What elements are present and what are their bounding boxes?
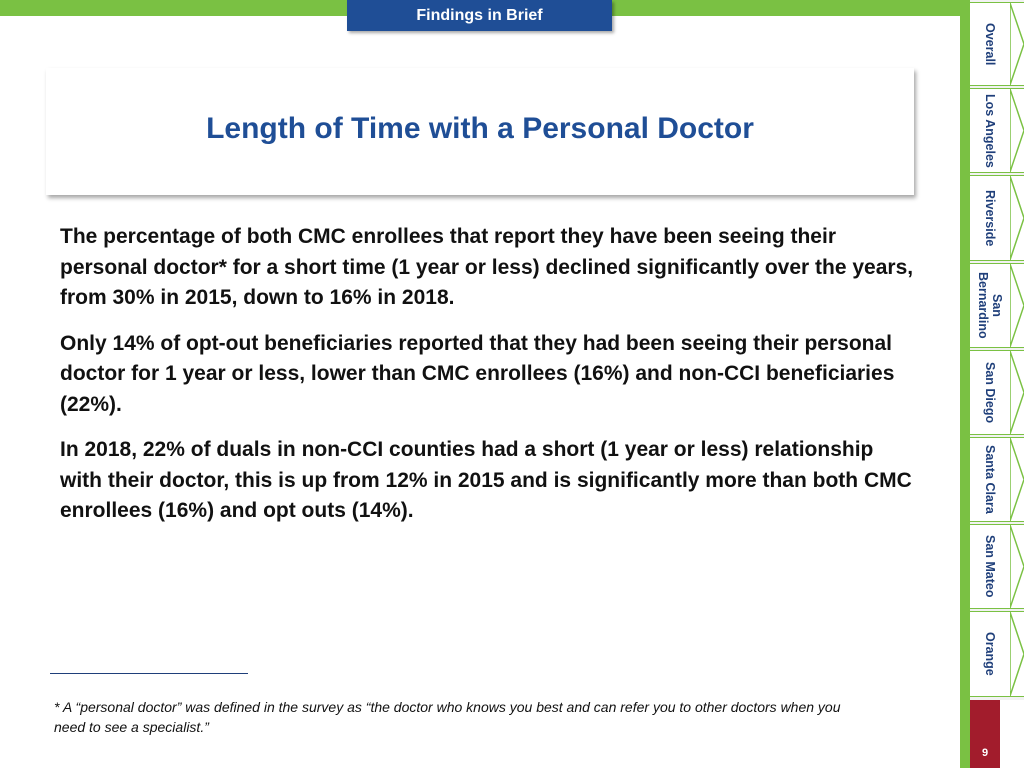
nav-tab-label: Santa Clara — [983, 445, 997, 514]
body-text — [60, 222, 920, 542]
nav-tab-overall[interactable] — [970, 2, 1024, 86]
body-paragraph-1: The percentage of both CMC enrollees that report they have been seeing their personal doctor* for a short time (1 year or less) declined significantly over the years, from 30% in 2015, down to 16% in 2018. — [60, 225, 914, 309]
nav-tab-label: San Diego — [983, 361, 997, 424]
chevron-right-icon — [1010, 3, 1024, 85]
section-tab: Findings in Brief — [347, 0, 612, 31]
nav-tab-label: Riverside — [983, 189, 997, 247]
nav-tab-label: Los Angeles — [983, 93, 997, 168]
nav-tab-label: San Bernardino — [976, 272, 1004, 339]
page-number-badge — [970, 700, 1000, 768]
body-paragraph-2: Only 14% of opt-out beneficiaries reported that they had been seeing their personal doctor for 1 year or less, lower than CMC enrollees (16%) and non-CCI beneficiaries (22%). — [60, 331, 895, 416]
nav-tab-label: San Mateo — [983, 535, 997, 598]
title-box — [46, 68, 914, 195]
slide-title: Length of Time with a Personal Doctor — [206, 112, 754, 145]
chevron-right-icon — [1010, 438, 1024, 521]
footnote: * A “personal doctor” was defined in the survey as “the doctor who knows you best and can refer you to other doctors when you need to see a specialist.” — [54, 699, 841, 735]
body-paragraph-3: In 2018, 22% of duals in non-CCI counties had a short (1 year or less) relationship with their doctor, this is up from 12% in 2015 and is significantly more than both CMC enrollees (16%) and opt outs (14%). — [60, 438, 912, 522]
footnote-divider — [50, 673, 248, 674]
page-accent-strip — [960, 700, 970, 768]
nav-tab-label: Orange — [983, 632, 997, 676]
chevron-right-icon — [1010, 351, 1024, 434]
chevron-right-icon — [1010, 176, 1024, 260]
nav-tab-orange[interactable] — [970, 611, 1024, 697]
chevron-right-icon — [1010, 525, 1024, 608]
chevron-right-icon — [1010, 89, 1024, 172]
chevron-right-icon — [1010, 612, 1024, 696]
nav-tab-riverside[interactable] — [970, 175, 1024, 261]
nav-tab-label: Overall — [983, 22, 997, 66]
nav-tab-los-angeles[interactable] — [970, 88, 1024, 173]
nav-tab-san-bernardino[interactable] — [970, 263, 1024, 348]
nav-tab-santa-clara[interactable] — [970, 437, 1024, 522]
nav-tab-san-diego[interactable] — [970, 350, 1024, 435]
page-number: 9 — [981, 747, 989, 759]
chevron-right-icon — [1010, 264, 1024, 347]
nav-tab-san-mateo[interactable] — [970, 524, 1024, 609]
side-accent-strip — [960, 0, 970, 768]
